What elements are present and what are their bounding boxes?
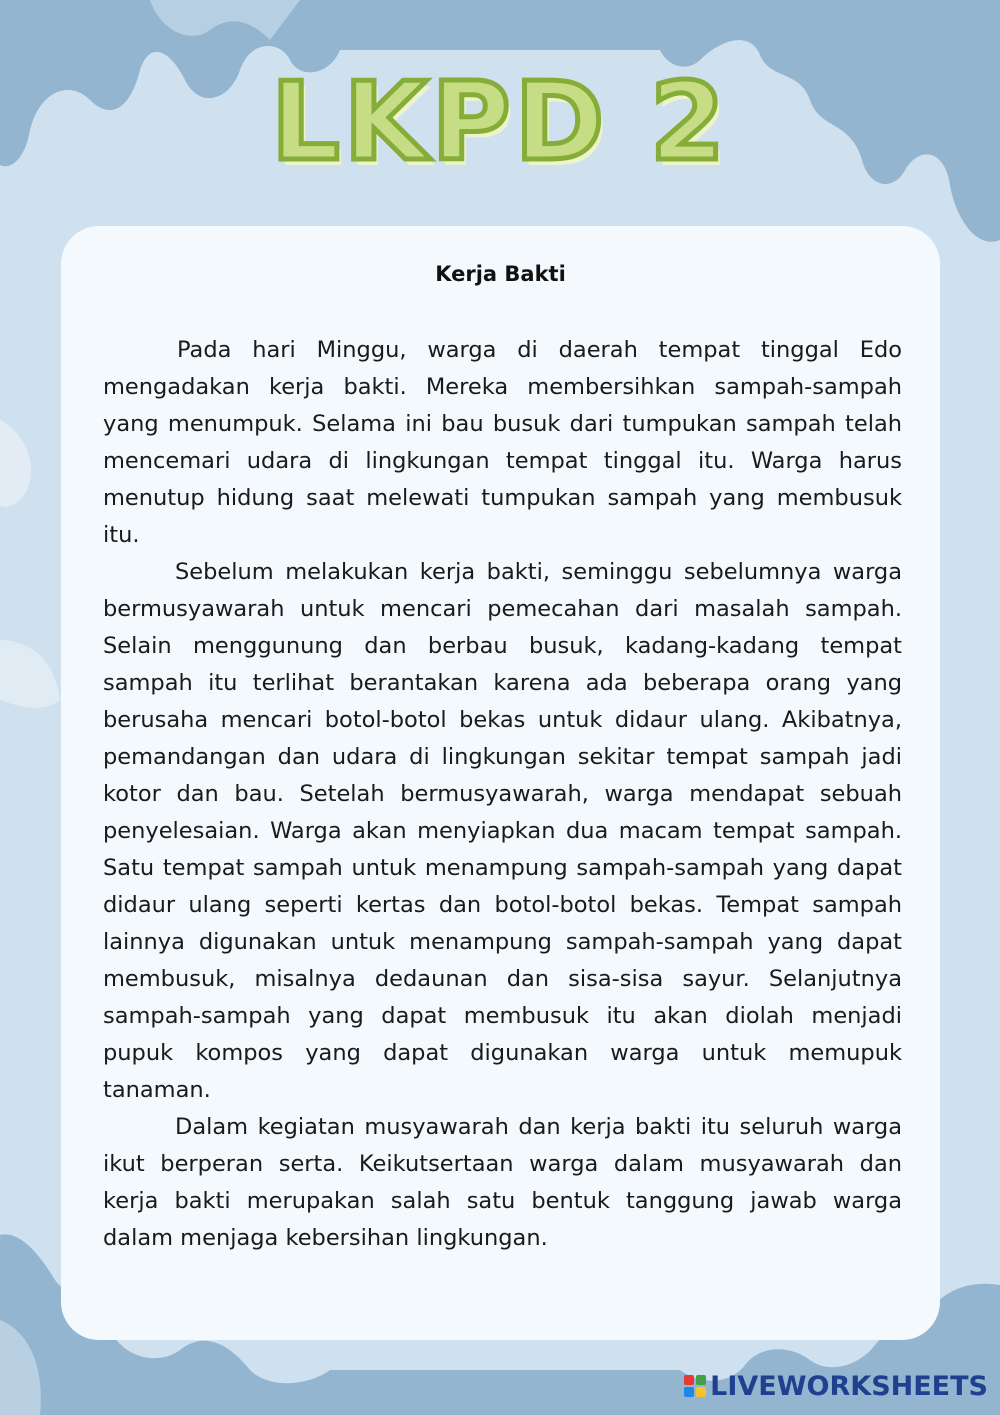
story-paragraph-2: Sebelum melakukan kerja bakti, seminggu sebelumnya warga bermusyawarah untuk mencari pemecahan dari masalah sampah. Selain menggunung dan berbau busuk, kadang-kadang tempat sampah itu terlihat berantakan karena ada beberapa orang yang berusaha mencari botol-botol bekas untuk didaur ulang. Akibatnya, pemandangan dan udara di lingkungan sekitar tempat sampah jadi kotor dan bau. Setelah bermusyawarah, warga mendapat sebuah penyelesaian. Warga akan menyiapkan dua macam tempat sampah. Satu tempat sampah untuk menampung sampah-sampah yang dapat didaur ulang seperti kertas dan botol-botol bekas. Tempat sampah lainnya digunakan untuk menampung sampah-sampah yang dapat membusuk, misalnya dedaunan dan sisa-sisa sayur. Selanjutnya sampah-sampah yang dapat membusuk itu akan diolah menjadi pupuk kompos yang dapat digunakan warga untuk memupuk tanaman.: [103, 559, 902, 1103]
liveworksheets-logo-icon: [684, 1375, 706, 1397]
liveworksheets-logo-text: LIVEWORKSHEETS: [710, 1370, 988, 1402]
story-heading: Kerja Bakti: [435, 262, 566, 286]
story-paragraph-1: Pada hari Minggu, warga di daerah tempat tinggal Edo mengadakan kerja bakti. Mereka membersihkan sampah-sampah yang menumpuk. Selama ini bau busuk dari tumpukan sampah telah mencemari udara di lingkungan tempat tinggal itu. Warga harus menutup hidung saat melewati tumpukan sampah yang membusuk itu.: [103, 337, 902, 548]
reading-card: [61, 226, 940, 1340]
liveworksheets-badge[interactable]: [684, 1369, 988, 1403]
worksheet-title: LKPD 2: [270, 60, 730, 185]
story-paragraph-3: Dalam kegiatan musyawarah dan kerja bakti itu seluruh warga ikut berperan serta. Keikutsertaan warga dalam musyawarah dan kerja bakti merupakan salah satu bentuk tanggung jawab warga dalam menjaga kebersihan lingkungan.: [103, 1114, 902, 1251]
story-body: [103, 332, 902, 1257]
